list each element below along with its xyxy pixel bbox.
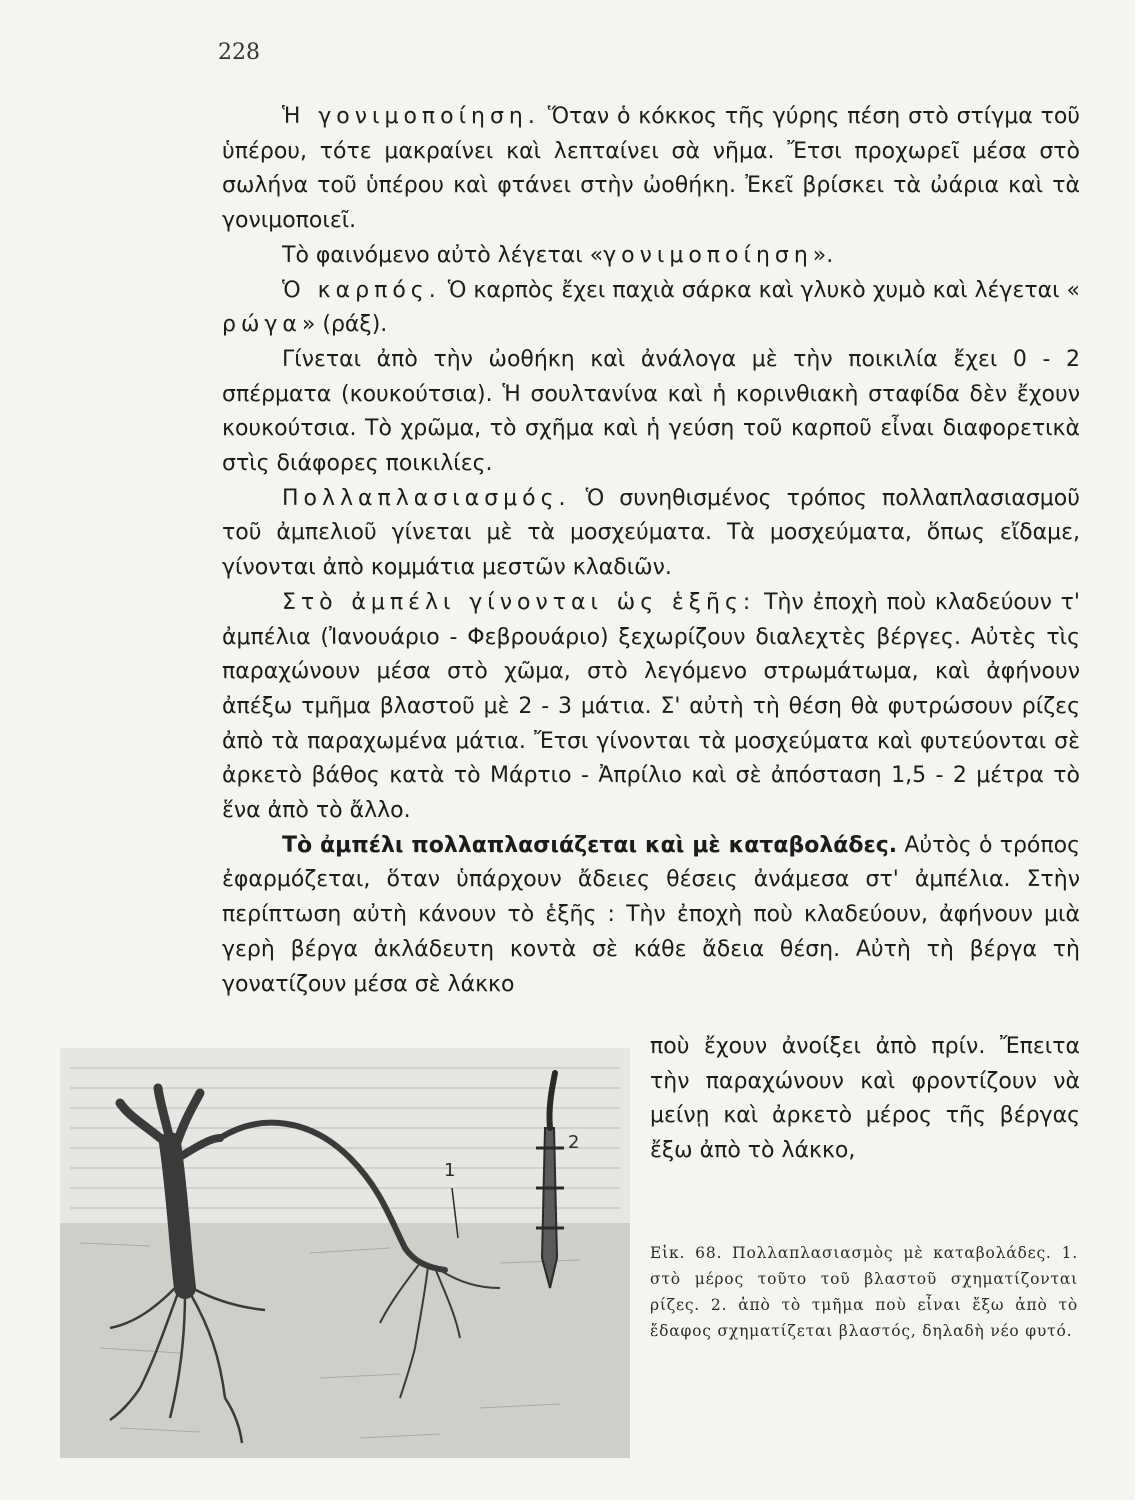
heading-fruit: Ὁ καρπός. xyxy=(282,277,441,303)
heading-layering: Τὸ ἀμπέλι πολλαπλασιάζεται καὶ μὲ καταβολάδες. xyxy=(282,832,898,858)
page-number: 228 xyxy=(218,40,260,65)
note-prefix: Τὸ φαινόμενο αὐτὸ λέγεται « xyxy=(282,242,604,268)
paragraph-fruit-details: Γίνεται ἀπὸ τὴν ὠοθήκη καὶ ἀνάλογα μὲ τὴν ποικιλία ἔχει 0 - 2 σπέρματα (κουκούτσια). Ἡ σουλτανίνα καὶ ἡ κορινθιακὴ σταφίδα δὲν ἔχουν κουκούτσια. Τὸ χρῶμα, τὸ σχῆμα καὶ ἡ γεύση τοῦ καρποῦ εἶναι διαφορετικὰ στὶς διάφορες ποικιλίες. xyxy=(222,346,1080,477)
note-suffix: ». xyxy=(812,242,834,268)
paragraph-propagation xyxy=(222,482,1080,586)
heading-fertilization: Ἡ γονιμοποίηση. xyxy=(282,104,540,129)
paragraph-propagation-text: Ὁ συνηθισμένος τρόπος πολλαπλασιασμοῦ τοῦ ἀμπελιοῦ γίνεται μὲ τὰ μοσχεύματα. Τὰ μοσχεύματα, ὅπως εἴδαμε, γίνονται ἀπὸ κομμάτια μεστῶν κλαδιῶν. xyxy=(222,485,1080,581)
figure-layering-illustration xyxy=(60,1048,630,1458)
paragraph-layering-continuation: ποὺ ἔχουν ἀνοίξει ἀπὸ πρίν. Ἔπειτα τὴν παραχώνουν καὶ φροντίζουν νὰ μείνῃ καὶ ἀρκετὸ μέρος τῆς βέργας ἔξω ἀπὸ τὸ λάκκο, xyxy=(650,1034,1080,1164)
paragraph-layering-text: Αὐτὸς ὁ τρόπος ἐφαρμόζεται, ὅταν ὑπάρχουν ἄδειες θέσεις ἀνάμεσα στ' ἀμπέλια. Στὴν περίπτωση αὐτὴ κάνουν τὸ ἑξῆς : Τὴν ἐποχὴ ποὺ κλαδεύουν, ἀφήνουν μιὰ γερὴ βέργα ἀκλάδευτη κοντὰ σὲ κάθε ἄδεια θέση. Αὐτὴ τὴ βέργα τὴ γονατίζουν μέσα σὲ λάκκο xyxy=(222,832,1080,997)
subheading-vineyard-method: Στὸ ἀμπέλι γίνονται ὡς ἑξῆς: xyxy=(282,589,756,615)
figure-caption: Εἰκ. 68. Πολλαπλασιασμὸς μὲ καταβολάδες. 1. στὸ μέρος τοῦτο τοῦ βλαστοῦ σχηματίζονται ρίζες. 2. ἀπὸ τὸ τμῆμα ποὺ εἶναι ἔξω ἀπὸ τὸ ἔδαφος σχηματίζεται βλαστός, δηλαδὴ νέο φυτό. xyxy=(650,1244,1078,1340)
paragraph-fruit xyxy=(222,274,1080,343)
figure-label-1: 1 xyxy=(444,1160,456,1181)
paragraph-fertilization-text: Ὅταν ὁ κόκκος τῆς γύρης πέση στὸ στίγμα τοῦ ὑπέρου, τότε μακραίνει καὶ λεπταίνει σὰ νῆμα. Ἔτσι προχωρεῖ μέσα στὸ σωλήνα τοῦ ὑπέρου καὶ φτάνει στὴν ὠοθήκη. Ἐκεῖ βρίσκει τὰ ὠάρια καὶ τὰ γονιμοποιεῖ. xyxy=(222,104,1081,234)
paragraph-vineyard-method-text: Τὴν ἐποχὴ ποὺ κλαδεύουν τ' ἀμπέλια (Ἰανουάριο - Φεβρουάριο) ξεχωρίζουν διαλεχτὲς βέργες. Αὐτὲς τὶς παραχώνουν μέσα στὸ χῶμα, στὸ λεγόμενο στρωμάτωμα, καὶ ἀφήνουν ἀπέξω τμῆμα βλαστοῦ μὲ 2 - 3 μάτια. Σ' αὐτὴ τὴ θέση θὰ φυτρώσουν ρίζες ἀπὸ τὰ παραχωμένα μάτια. Ἔτσι γίνονται τὰ μοσχεύματα καὶ φυτεύονται σὲ ἀρκετὸ βάθος κατὰ τὸ Μάρτιο - Ἀπρίλιο καὶ σὲ ἀπόσταση 1,5 - 2 μέτρα τὸ ἕνα ἀπὸ τὸ ἄλλο. xyxy=(222,589,1080,824)
paragraph-vineyard-method xyxy=(222,586,1080,829)
term-fertilization: γονιμοποίηση xyxy=(603,242,813,268)
main-text xyxy=(222,100,1080,1002)
heading-propagation: Πολλαπλασιασμός. xyxy=(282,485,571,511)
paragraph-fertilization-note xyxy=(222,239,1080,274)
paragraph-fruit-text: Ὁ καρπὸς ἔχει παχιὰ σάρκα καὶ γλυκὸ χυμὸ καὶ λέγεται « xyxy=(440,277,1080,303)
paragraph-fertilization xyxy=(222,100,1080,239)
figure-label-2: 2 xyxy=(568,1132,580,1153)
paragraph-fruit-after: » (ράξ). xyxy=(301,312,388,338)
term-fruit: ρώγα xyxy=(222,312,302,338)
paragraph-layering xyxy=(222,829,1080,1003)
